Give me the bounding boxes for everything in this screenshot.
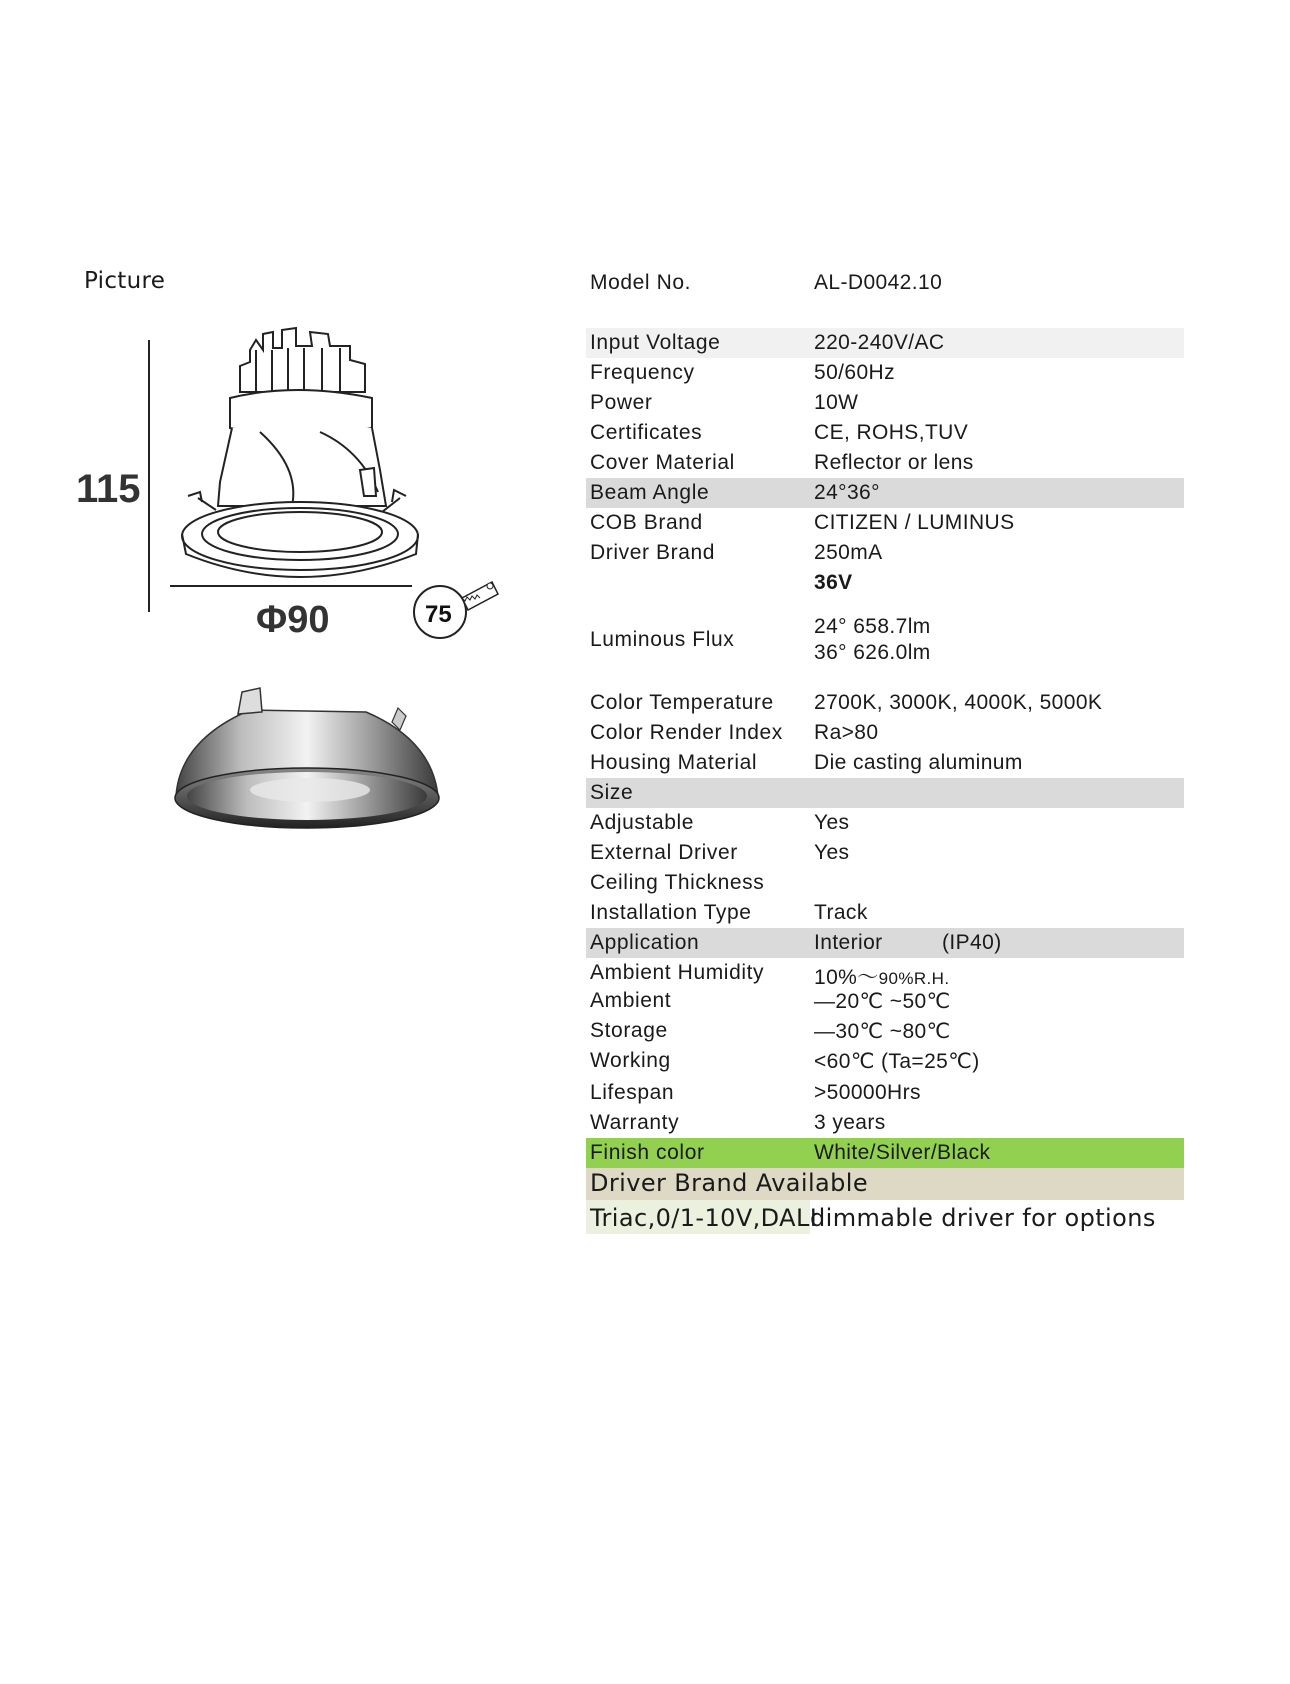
spec-label: Adjustable (590, 811, 695, 834)
humidity-high: 90%R.H. (878, 969, 950, 988)
driver-available-options-row (586, 1200, 1184, 1234)
spec-value: CITIZEN / LUMINUS (814, 511, 1015, 534)
spec-label: Color Temperature (590, 691, 774, 714)
height-dimension-text: 115 (76, 467, 141, 511)
spec-label: Warranty (590, 1111, 680, 1134)
spec-row-external-driver (586, 838, 1184, 868)
spec-value: —30℃ ~80℃ (814, 1020, 951, 1043)
spec-row-color-temperature (586, 688, 1184, 718)
spec-label: Model No. (590, 271, 692, 294)
spec-label: Beam Angle (590, 481, 710, 504)
spec-value-secondary: 36° 626.0lm (814, 641, 931, 664)
spec-value-secondary: (IP40) (942, 931, 1002, 954)
spec-value: 36V (814, 571, 853, 594)
spec-row-finish-color (586, 1138, 1184, 1168)
reflector-image (175, 688, 439, 828)
spec-row-adjustable (586, 808, 1184, 838)
spec-row-lifespan (586, 1078, 1184, 1108)
spec-label: Color Render Index (590, 721, 783, 744)
spec-value: Reflector or lens (814, 451, 974, 474)
spec-value: >50000Hrs (814, 1081, 921, 1104)
spec-value: Track (814, 901, 868, 924)
spec-row-driver-brand (586, 538, 1184, 568)
driver-options-types: Triac,0/1-10V,DALI (590, 1204, 818, 1232)
humidity-low: 10%～ (814, 966, 879, 989)
spec-value: 220-240V/AC (814, 331, 945, 354)
spec-label: Finish color (590, 1141, 705, 1164)
spec-row-ambient (586, 986, 1184, 1016)
spec-row-driver-voltage (586, 568, 1184, 598)
spec-label: Ambient Humidity (590, 961, 765, 984)
spec-value: 24°36° (814, 481, 880, 504)
spec-row-housing-material (586, 748, 1184, 778)
spec-value: 250mA (814, 541, 883, 564)
downlight-technical-drawing (60, 320, 560, 860)
spec-row-size (586, 778, 1184, 808)
spec-value: Yes (814, 841, 850, 864)
spec-value: AL-D0042.10 (814, 271, 943, 294)
spec-value: 24° 658.7lm (814, 615, 931, 638)
spec-row-certificates (586, 418, 1184, 448)
spec-row-beam-angle (586, 478, 1184, 508)
fixture-body (182, 328, 418, 577)
spec-label: Working (590, 1049, 671, 1072)
spec-value: Die casting aluminum (814, 751, 1023, 774)
spec-value: Ra>80 (814, 721, 879, 744)
driver-available-title: Driver Brand Available (590, 1169, 869, 1197)
spec-label: Application (590, 931, 700, 954)
spec-label: Lifespan (590, 1081, 675, 1104)
spec-row-frequency (586, 358, 1184, 388)
spec-row-input-voltage (586, 328, 1184, 358)
spec-label: Ambient (590, 989, 672, 1012)
spec-row-installation-type (586, 898, 1184, 928)
spec-label: Installation Type (590, 901, 752, 924)
driver-options-note: dimmable driver for options (810, 1204, 1156, 1232)
spec-row-cob-brand (586, 508, 1184, 538)
spec-row-storage (586, 1016, 1184, 1046)
spec-value: 10W (814, 391, 859, 414)
spec-row-cover-material (586, 448, 1184, 478)
spec-label: Luminous Flux (590, 628, 735, 651)
spec-label: Frequency (590, 361, 695, 384)
spec-label: Storage (590, 1019, 668, 1042)
spec-label: Size (590, 781, 634, 804)
spec-value: —20℃ ~50℃ (814, 990, 951, 1013)
spec-value: 50/60Hz (814, 361, 896, 384)
spec-value: 3 years (814, 1111, 886, 1134)
driver-available-title-row (586, 1168, 1184, 1200)
product-drawing (60, 320, 560, 860)
spec-row-model (586, 268, 1184, 298)
spec-row-luminous-flux (586, 612, 1184, 668)
spec-value: CE, ROHS,TUV (814, 421, 969, 444)
spec-label: COB Brand (590, 511, 703, 534)
spec-label: External Driver (590, 841, 738, 864)
spec-value: 2700K, 3000K, 4000K, 5000K (814, 691, 1103, 714)
spec-row-ambient-humidity (586, 958, 1184, 988)
spec-value: Yes (814, 811, 850, 834)
spec-label: Housing Material (590, 751, 758, 774)
spec-row-color-render-index (586, 718, 1184, 748)
spec-label: Input Voltage (590, 331, 721, 354)
spec-row-warranty (586, 1108, 1184, 1138)
spec-value: White/Silver/Black (814, 1141, 991, 1164)
spec-row-ceiling-thickness (586, 868, 1184, 898)
spec-value: <60℃ (Ta=25℃) (814, 1050, 980, 1073)
diameter-dimension-text: Φ90 (256, 599, 330, 641)
spec-row-power (586, 388, 1184, 418)
spec-label: Cover Material (590, 451, 735, 474)
cutout-dimension-text: 75 (425, 601, 452, 628)
spec-row-working (586, 1046, 1184, 1076)
spec-label: Power (590, 391, 653, 414)
spec-row-application (586, 928, 1184, 958)
spec-label: Certificates (590, 421, 703, 444)
spec-label: Ceiling Thickness (590, 871, 765, 894)
spec-value: Interior (814, 931, 883, 954)
picture-label: Picture (84, 268, 166, 294)
spec-label: Driver Brand (590, 541, 716, 564)
